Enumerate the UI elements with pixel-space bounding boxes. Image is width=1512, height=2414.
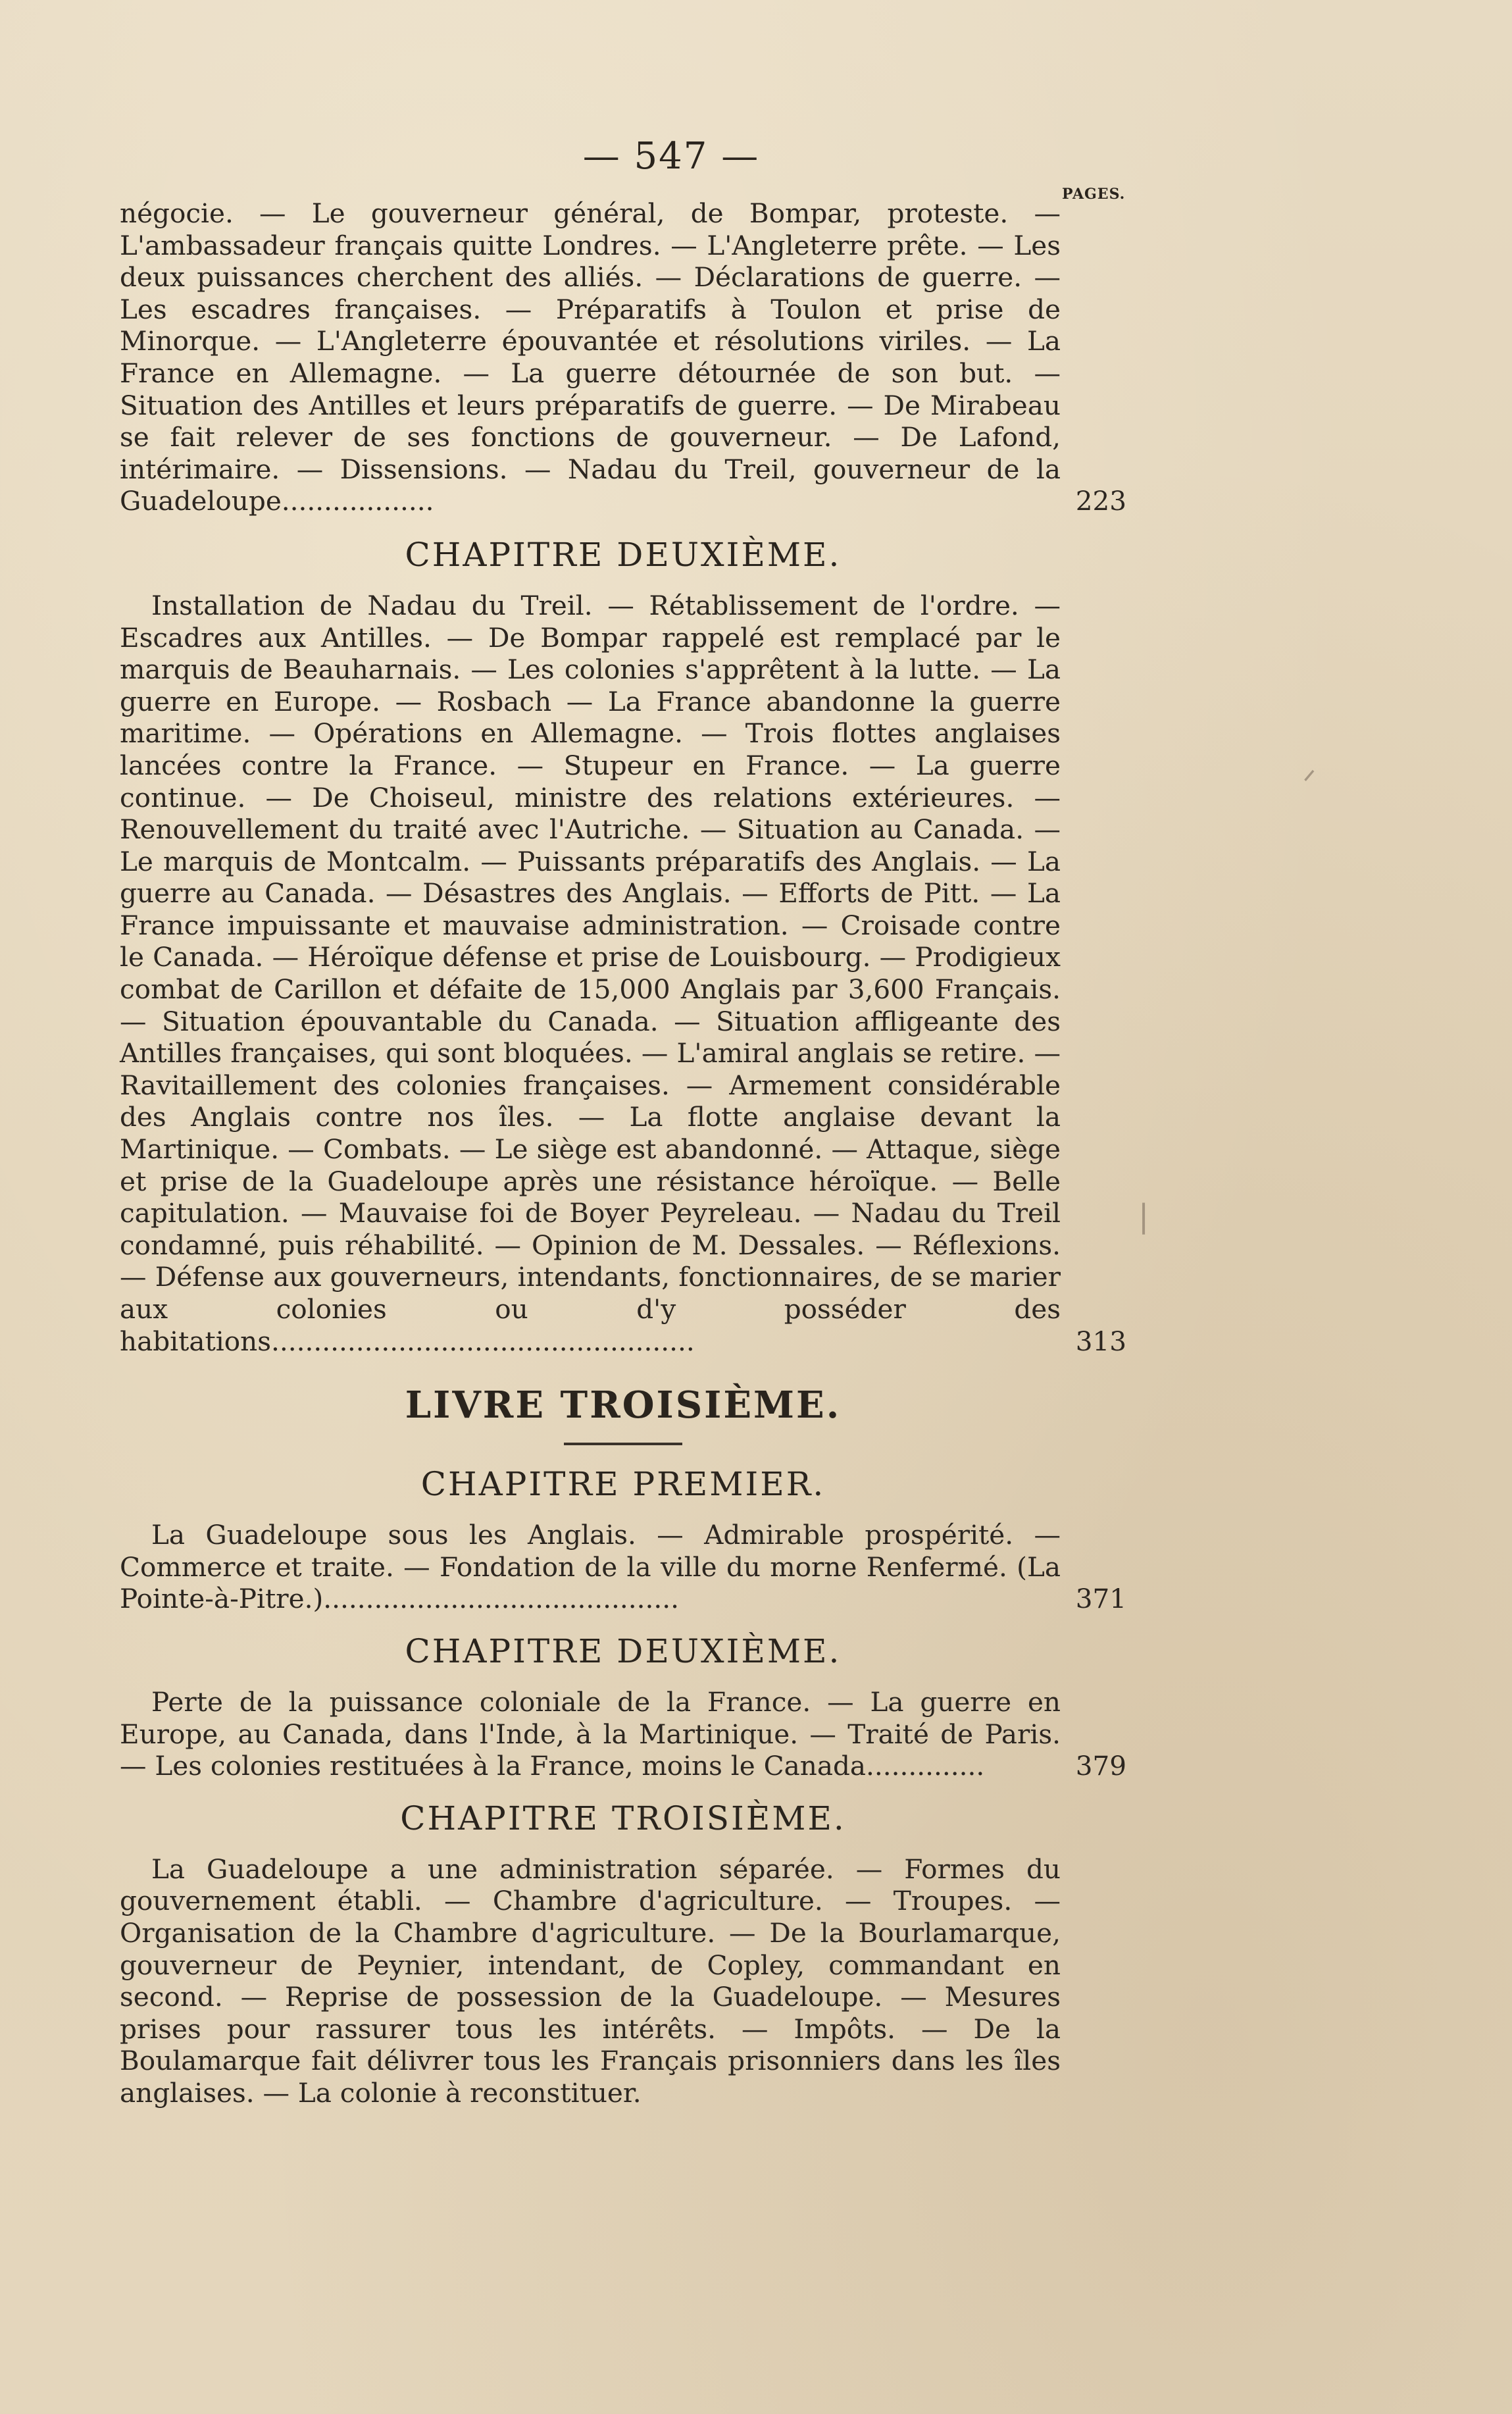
margin-mark: ᐟ — [1303, 763, 1317, 800]
toc-entry — [120, 197, 1126, 517]
chapter-heading: CHAPITRE PREMIER. — [420, 1465, 826, 1504]
toc-entry-text: négocie. — Le gouverneur général, de Bompar, proteste. — L'ambassadeur français quitte Londres. — L'Angleterre prête. — Les deux puissances cherchent des alliés. — Déclarations de guerre. — Les escadres françaises. — Préparatifs à Toulon et prise de Minorque. — L'Angleterre épouvantée et résolutions viriles. — La France en Allemagne. — La guerre détournée de son but. — Situation des Antilles et leurs préparatifs de guerre. — De Mirabeau se fait relever de ses fonctions de gouverneur. — De Lafond, intérimaire. — Dissensions. — Nadau du Treil, gouverneur de la Guadeloupe.................. — [120, 197, 1061, 517]
toc-entry — [120, 1853, 1126, 2109]
chapter-heading: CHAPITRE DEUXIÈME. — [405, 1631, 842, 1670]
toc-entry — [120, 1519, 1126, 1615]
toc-entry-text: Perte de la puissance coloniale de la France. — La guerre en Europe, au Canada, dans l'Inde, à la Martinique. — Traité de Paris. — Les colonies restituées à la France, moins le Canada.............. — [120, 1685, 1061, 1782]
book-heading: LIVRE TROISIÈME. — [405, 1383, 842, 1427]
chapter-heading: CHAPITRE TROISIÈME. — [400, 1799, 846, 1837]
toc-page-ref: 223 — [1075, 485, 1126, 517]
toc-entry — [120, 590, 1126, 1357]
toc-entry — [120, 1686, 1126, 1782]
toc-page-ref: 313 — [1075, 1325, 1126, 1357]
margin-mark: | — [1138, 1198, 1149, 1235]
table-of-contents — [120, 197, 1126, 2109]
pages-column-label: PAGES. — [1062, 186, 1126, 203]
toc-page-ref: 371 — [1075, 1583, 1126, 1615]
toc-entry-text: La Guadeloupe sous les Anglais. — Admirable prospérité. — Commerce et traite. — Fondation de la ville du morne Renfermé. (La Pointe-à-Pitre.).......................................... — [120, 1519, 1061, 1615]
toc-entry-text: Installation de Nadau du Treil. — Rétablissement de l'ordre. — Escadres aux Antilles. — De Bompar rappelé est remplacé par le marquis de Beauharnais. — Les colonies s'apprêtent à la lutte. — La guerre en Europe. — Rosbach — La France abandonne la guerre maritime. — Opérations en Allemagne. — Trois flottes anglaises lancées contre la France. — Stupeur en France. — La guerre continue. — De Choiseul, ministre des relations extérieures. — Renouvellement du traité avec l'Autriche. — Situation au Canada. — Le marquis de Montcalm. — Puissants préparatifs des Anglais. — La guerre au Canada. — Désastres des Anglais. — Efforts de Pitt. — La France impuissante et mauvaise administration. — Croisade contre le Canada. — Héroïque défense et prise de Louisbourg. — Prodigieux combat de Carillon et défaite de 15,000 Anglais par 3,600 Français. — Situation épouvantable du Canada. — Situation affligeante des Antilles françaises, qui sont bloquées. — L'amiral anglais se retire. — Ravitaillement des colonies françaises. — Armement considérable des Anglais contre nos îles. — La flotte anglaise devant la Martinique. — Combats. — Le siège est abandonné. — Attaque, siège et prise de la Guadeloupe après une résistance héroïque. — Belle capitulation. — Mauvaise foi de Boyer Peyreleau. — Nadau du Treil condamné, puis réhabilité. — Opinion de M. Dessales. — Réflexions. — Défense aux gouverneurs, intendants, fonctionnaires, de se marier aux colonies ou d'y posséder des habitations.................................................. — [120, 589, 1061, 1357]
toc-page-ref: 379 — [1075, 1750, 1126, 1782]
page-number: — 547 — — [582, 135, 760, 178]
toc-entry-text: La Guadeloupe a une administration séparée. — Formes du gouvernement établi. — Chambre d'agriculture. — Troupes. — Organisation de la Chambre d'agriculture. — De la Bourlamarque, gouverneur de Peynier, intendant, de Copley, commandant en second. — Reprise de possession de la Guadeloupe. — Mesures prises pour rassurer tous les intérêts. — Impôts. — De la Boulamarque fait délivrer tous les Français prisonniers dans les îles anglaises. — La colonie à reconstituer. — [120, 1853, 1061, 2109]
chapter-heading: CHAPITRE DEUXIÈME. — [405, 535, 842, 574]
